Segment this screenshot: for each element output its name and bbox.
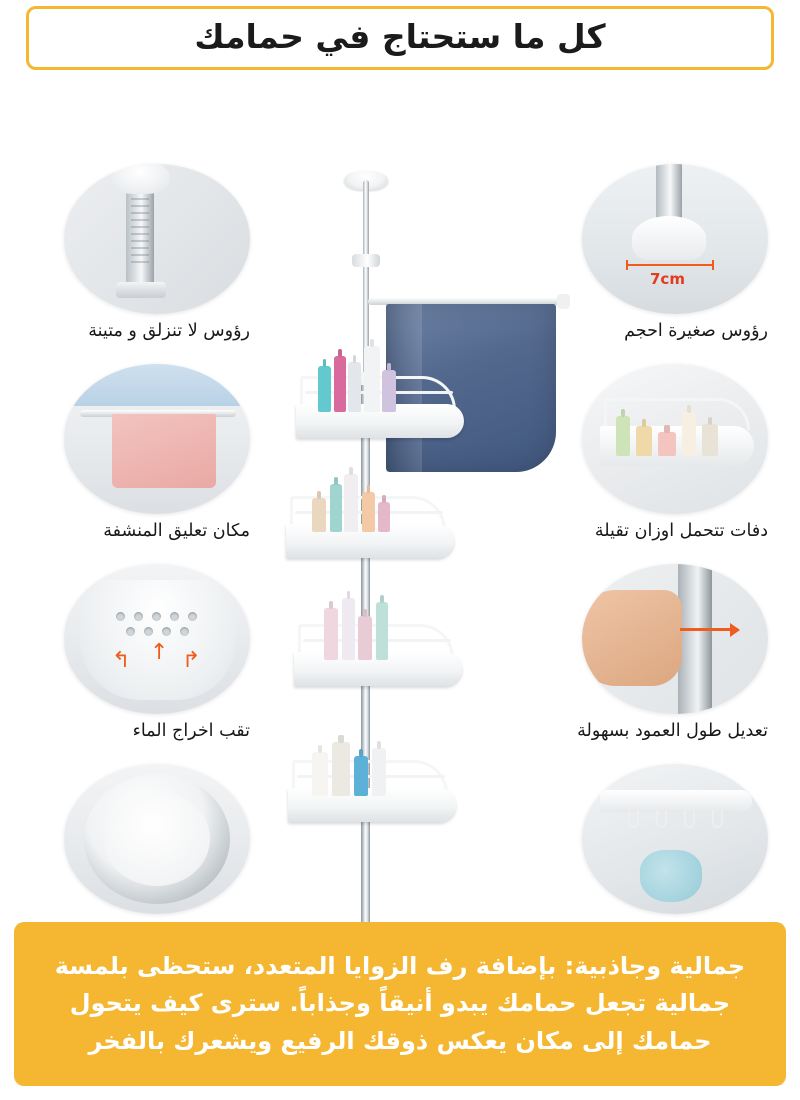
bottle: [358, 616, 372, 660]
drain-holes-icon: ↰ ↑ ↱: [64, 564, 250, 714]
page-title: كل ما ستحتاج في حمامك: [194, 16, 606, 56]
pole-head: [110, 164, 170, 194]
cone-head: [632, 216, 706, 260]
bottle: [330, 484, 342, 532]
feature-collage: [0, 76, 800, 916]
hook: [712, 810, 723, 828]
shelf-tray: [600, 790, 752, 812]
bottle: [364, 346, 380, 412]
shelf-1: [296, 376, 464, 438]
bottle: [332, 742, 350, 796]
bottle: [324, 608, 338, 660]
feature-caption: رؤوس صغيرة احجم: [624, 321, 768, 341]
bottle: [334, 356, 346, 412]
bottle: [636, 426, 652, 456]
bottle: [312, 498, 326, 532]
feature-non-slip-head: [36, 164, 250, 342]
hook: [628, 810, 639, 828]
bottle: [348, 362, 361, 412]
feature-caption: دفات تتحمل اوزان تقيلة: [594, 521, 768, 541]
pink-towel: [112, 414, 216, 488]
bottle: [372, 748, 386, 796]
shelf-3: [294, 624, 462, 686]
dimension-line: [626, 264, 714, 266]
bottle: [658, 432, 676, 456]
bottle: [354, 756, 368, 796]
anti-slip-pad-icon: [64, 764, 250, 914]
feature-caption: رؤوس لا تنزلق و متينة: [88, 321, 250, 341]
pole-collar-upper: [352, 254, 380, 267]
bottle: [312, 752, 328, 796]
bottle: [378, 502, 390, 532]
hanging-hooks-icon: [582, 764, 768, 914]
header-pill: [26, 6, 774, 70]
adjust-arrow: [680, 628, 738, 631]
feature-anti-slip-pad: [36, 764, 250, 942]
bottle: [382, 370, 396, 412]
pole-tube: [678, 564, 712, 714]
bottle: [362, 492, 375, 532]
shower-puff: [640, 850, 702, 902]
pole-base: [116, 282, 166, 298]
shelf-2: [286, 496, 454, 558]
feature-adjustable-pole: [554, 564, 768, 742]
hole-group: [116, 612, 200, 636]
feature-caption: تعديل طول العمود بسهولة: [577, 721, 768, 741]
pad-inner: [104, 792, 210, 886]
non-slip-head-icon: [64, 164, 250, 314]
adjustable-pole-icon: [582, 564, 768, 714]
shelf-4: [288, 760, 456, 822]
wall-panel: [64, 364, 250, 406]
hook: [684, 810, 695, 828]
feature-hooks: [554, 764, 768, 942]
towel-bar-icon: [64, 364, 250, 514]
bottle: [702, 424, 718, 456]
heavy-duty-shelf-icon: [582, 364, 768, 514]
feature-heavy-shelf: [554, 364, 768, 542]
dimension-label: 7cm: [650, 270, 685, 288]
feature-caption: مكان تعليق المنشفة: [103, 521, 250, 541]
feature-caption: تقب اخراج الماء: [132, 721, 250, 741]
hook: [656, 810, 667, 828]
bottle: [318, 366, 331, 412]
bottle: [682, 412, 696, 456]
bottle: [616, 416, 630, 456]
footer-text: جمالية وجاذبية: بإضافة رف الزوايا المتعدد، ستحظى بلمسة جمالية تجعل حمامك يبدو أنيقاً وجذاباً. سترى كيف يتحول حمامك إلى مكان يعكس ذوقك الرفيع ويشعرك بالفخر: [54, 952, 746, 1055]
header: [0, 0, 800, 76]
small-head-icon: [582, 164, 768, 314]
hand: [582, 590, 682, 686]
feature-small-head: [554, 164, 768, 342]
bottle: [344, 474, 358, 532]
bottle: [342, 598, 355, 660]
bottle: [376, 602, 388, 660]
feature-drain-holes: [36, 564, 250, 742]
product-image: [268, 76, 568, 906]
footer-banner: [14, 922, 786, 1086]
feature-towel-bar: [36, 364, 250, 542]
